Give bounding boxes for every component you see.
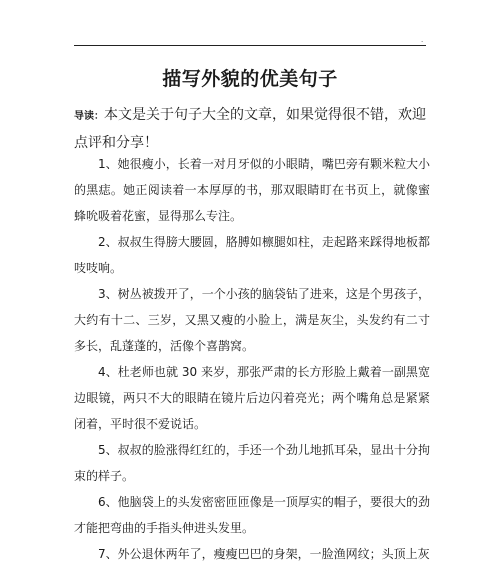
paragraph: 1、她很瘦小，长着一对月牙似的小眼睛，嘴巴旁有颗米粒大小的黑痣。她正阅读着一本厚厚的书，那双眼睛盯在书页上，就像蜜蜂吮吸着花蜜，显得那么专注。 [74, 157, 430, 223]
intro-text: 本文是关于句子大全的文章，如果觉得很不错，欢迎点评和分享！ [74, 107, 426, 151]
paragraph: 4、杜老师也就 30 来岁，那张严肃的长方形脸上戴着一副黑宽边眼镜，两只不大的眼睛在镜片后边闪着亮光；两个嘴角总是紧紧闭着，平时很不爱说话。 [74, 365, 430, 431]
paragraph: 2、叔叔生得膀大腰圆，胳膊如檩腿如柱，走起路来踩得地板都吱吱响。 [74, 235, 430, 275]
intro-label: 导读： [74, 111, 104, 122]
paragraph: 6、他脑袋上的头发密密匝匝像是一顶厚实的帽子，要很大的劲才能把弯曲的手指头伸进头发里。 [74, 495, 430, 535]
paragraph: 5、叔叔的脸涨得红红的，手还一个劲儿地抓耳朵，显出十分拘束的样子。 [74, 443, 430, 483]
header-rule [74, 45, 426, 46]
paragraph: 7、外公退休两年了，瘦瘦巴巴的身架，一脸渔网纹；头顶上灰 [98, 547, 430, 561]
document-body [74, 151, 430, 566]
header-mark: . [421, 36, 424, 44]
paragraph: 3、树丛被拨开了，一个小孩的脑袋钻了进来，这是个男孩子，大约有十二、三岁，又黑又瘦的小脸上，满是灰尘，头发约有二寸多长，乱蓬蓬的，活像个喜鹊窝。 [74, 287, 430, 353]
intro-block [74, 102, 434, 156]
document-title: 描写外貌的优美句子 [162, 68, 338, 90]
